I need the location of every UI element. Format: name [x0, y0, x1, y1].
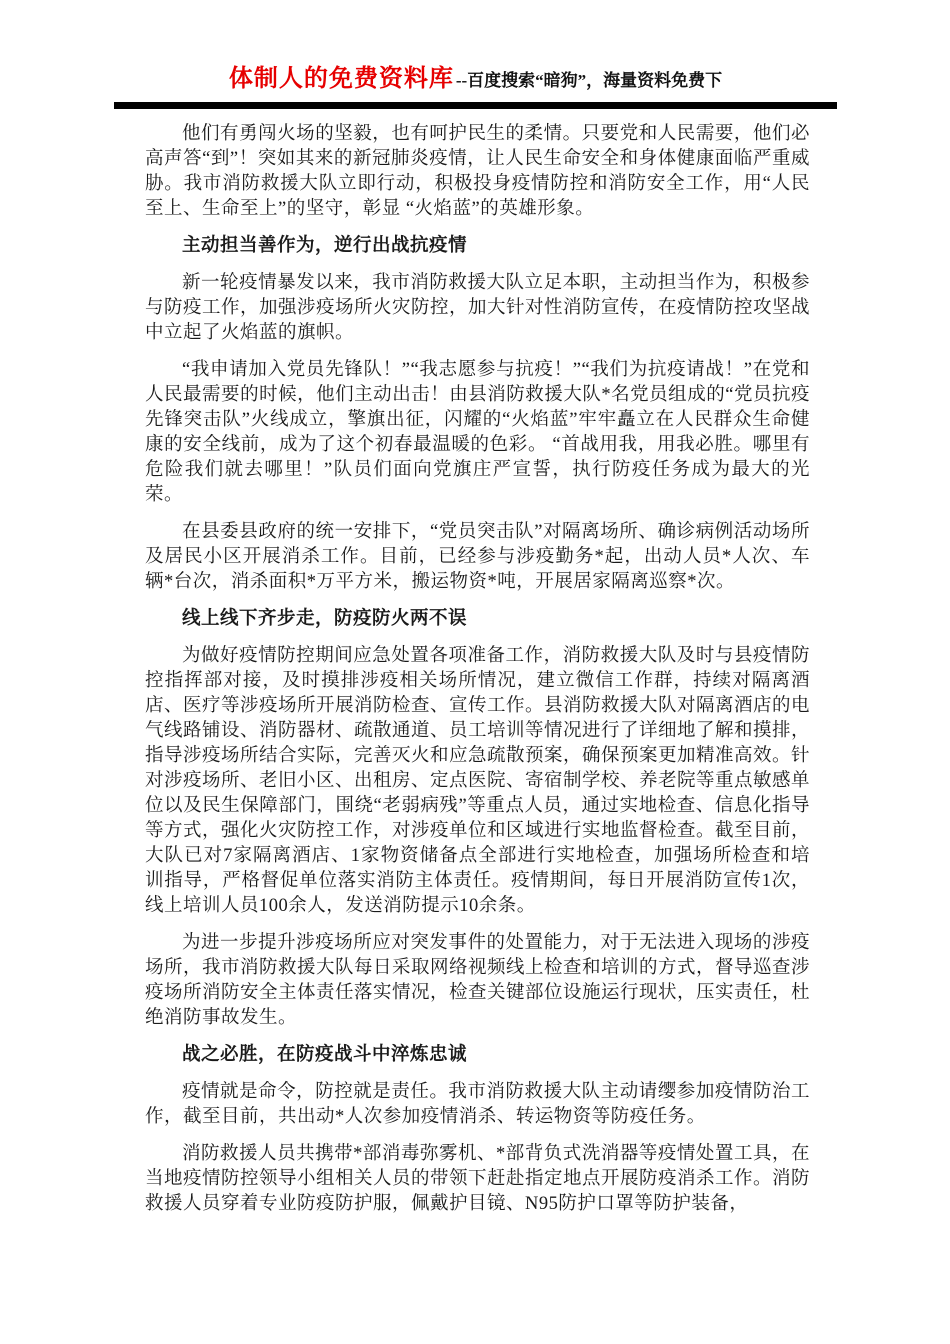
brand-tagline: --百度搜索“暗狗”，海量资料免费下 [455, 71, 723, 90]
paragraph: 新一轮疫情暴发以来，我市消防救援大队立足本职，主动担当作为，积极参与防疫工作，加强涉疫场所火灾防控，加大针对性消防宣传，在疫情防控攻坚战中立起了火焰蓝的旗帜。 [145, 273, 811, 343]
section-heading: 战之必胜，在防疫战斗中淬炼忠诚 [182, 1045, 468, 1065]
site-header [114, 64, 837, 109]
paragraph: 疫情就是命令，防控就是责任。我市消防救援大队主动请缨参加疫情防治工作，截至目前，共出动*人次参加疫情消杀、转运物资等防疫任务。 [145, 1082, 810, 1127]
paragraph: “我申请加入党员先锋队！”“我志愿参与抗疫！”“我们为抗疫请战！”在党和人民最需要的时候，他们主动出击！由县消防救援大队*名党员组成的“党员抗疫先锋突击队”火线成立，擎旗出征，闪耀的“火焰蓝”牢牢矗立在人民群众生命健康的安全线前，成为了这个初春最温暖的色彩。 “首战用我，用我必胜。哪里有危险我们就去哪里！”队员们面向党旗庄严宣誓，执行防疫任务成为最大的光荣。 [145, 360, 810, 505]
paragraph: 他们有勇闯火场的坚毅，也有呵护民生的柔情。只要党和人民需要，他们必高声答“到”！突如其来的新冠肺炎疫情，让人民生命安全和身体健康面临严重威胁。我市消防救援大队立即行动，积极投身疫情防控和消防安全工作，用“人民至上、生命至上”的坚守，彰显 “火焰蓝”的英雄形象。 [145, 124, 810, 219]
paragraph: 为做好疫情防控期间应急处置各项准备工作，消防救援大队及时与县疫情防控指挥部对接，及时摸排涉疫相关场所情况，建立微信工作群，持续对隔离酒店、医疗等涉疫场所开展消防检查、宣传工作。县消防救援大队对隔离酒店的电气线路铺设、消防器材、疏散通道、员工培训等情况进行了详细地了解和摸排，指导涉疫场所结合实际，完善灭火和应急疏散预案，确保预案更加精准高效。针对涉疫场所、老旧小区、出租房、定点医院、寄宿制学校、养老院等重点敏感单位以及民生保障部门，围绕“老弱病残”等重点人员，通过实地检查、信息化指导等方式，强化火灾防控工作，对涉疫单位和区域进行实地监督检查。截至目前，大队已对7家隔离酒店、1家物资储备点全部进行实地检查，加强场所检查和培训指导，严格督促单位落实消防主体责任。疫情期间，每日开展消防宣传1次，线上培训人员100余人，发送消防提示10余条。 [145, 646, 811, 916]
section-heading: 线上线下齐步走，防疫防火两不误 [182, 609, 468, 629]
paragraph: 为进一步提升涉疫场所应对突发事件的处置能力，对于无法进入现场的涉疫场所，我市消防救援大队每日采取网络视频线上检查和培训的方式，督导巡查涉疫场所消防安全主体责任落实情况，检查关键部位设施运行现状，压实责任，杜绝消防事故发生。 [145, 933, 811, 1028]
brand-title: 体制人的免费资料库 [228, 66, 454, 92]
header-line [114, 64, 837, 97]
document-body [145, 122, 810, 1229]
paragraph: 消防救援人员共携带*部消毒弥雾机、*部背负式洗消器等疫情处置工具，在当地疫情防控领导小组相关人员的带领下赶赴指定地点开展防疫消杀工作。消防救援人员穿着专业防疫防护服，佩戴护目镜、N95防护口罩等防护装备， [145, 1144, 811, 1214]
section-heading: 主动担当善作为，逆行出战抗疫情 [182, 236, 468, 256]
paragraph: 在县委县政府的统一安排下，“党员突击队”对隔离场所、确诊病例活动场所及居民小区开展消杀工作。目前，已经参与涉疫勤务*起，出动人员*人次、车辆*台次，消杀面积*万平方米，搬运物资*吨，开展居家隔离巡察*次。 [145, 522, 810, 592]
header-divider [114, 102, 837, 109]
